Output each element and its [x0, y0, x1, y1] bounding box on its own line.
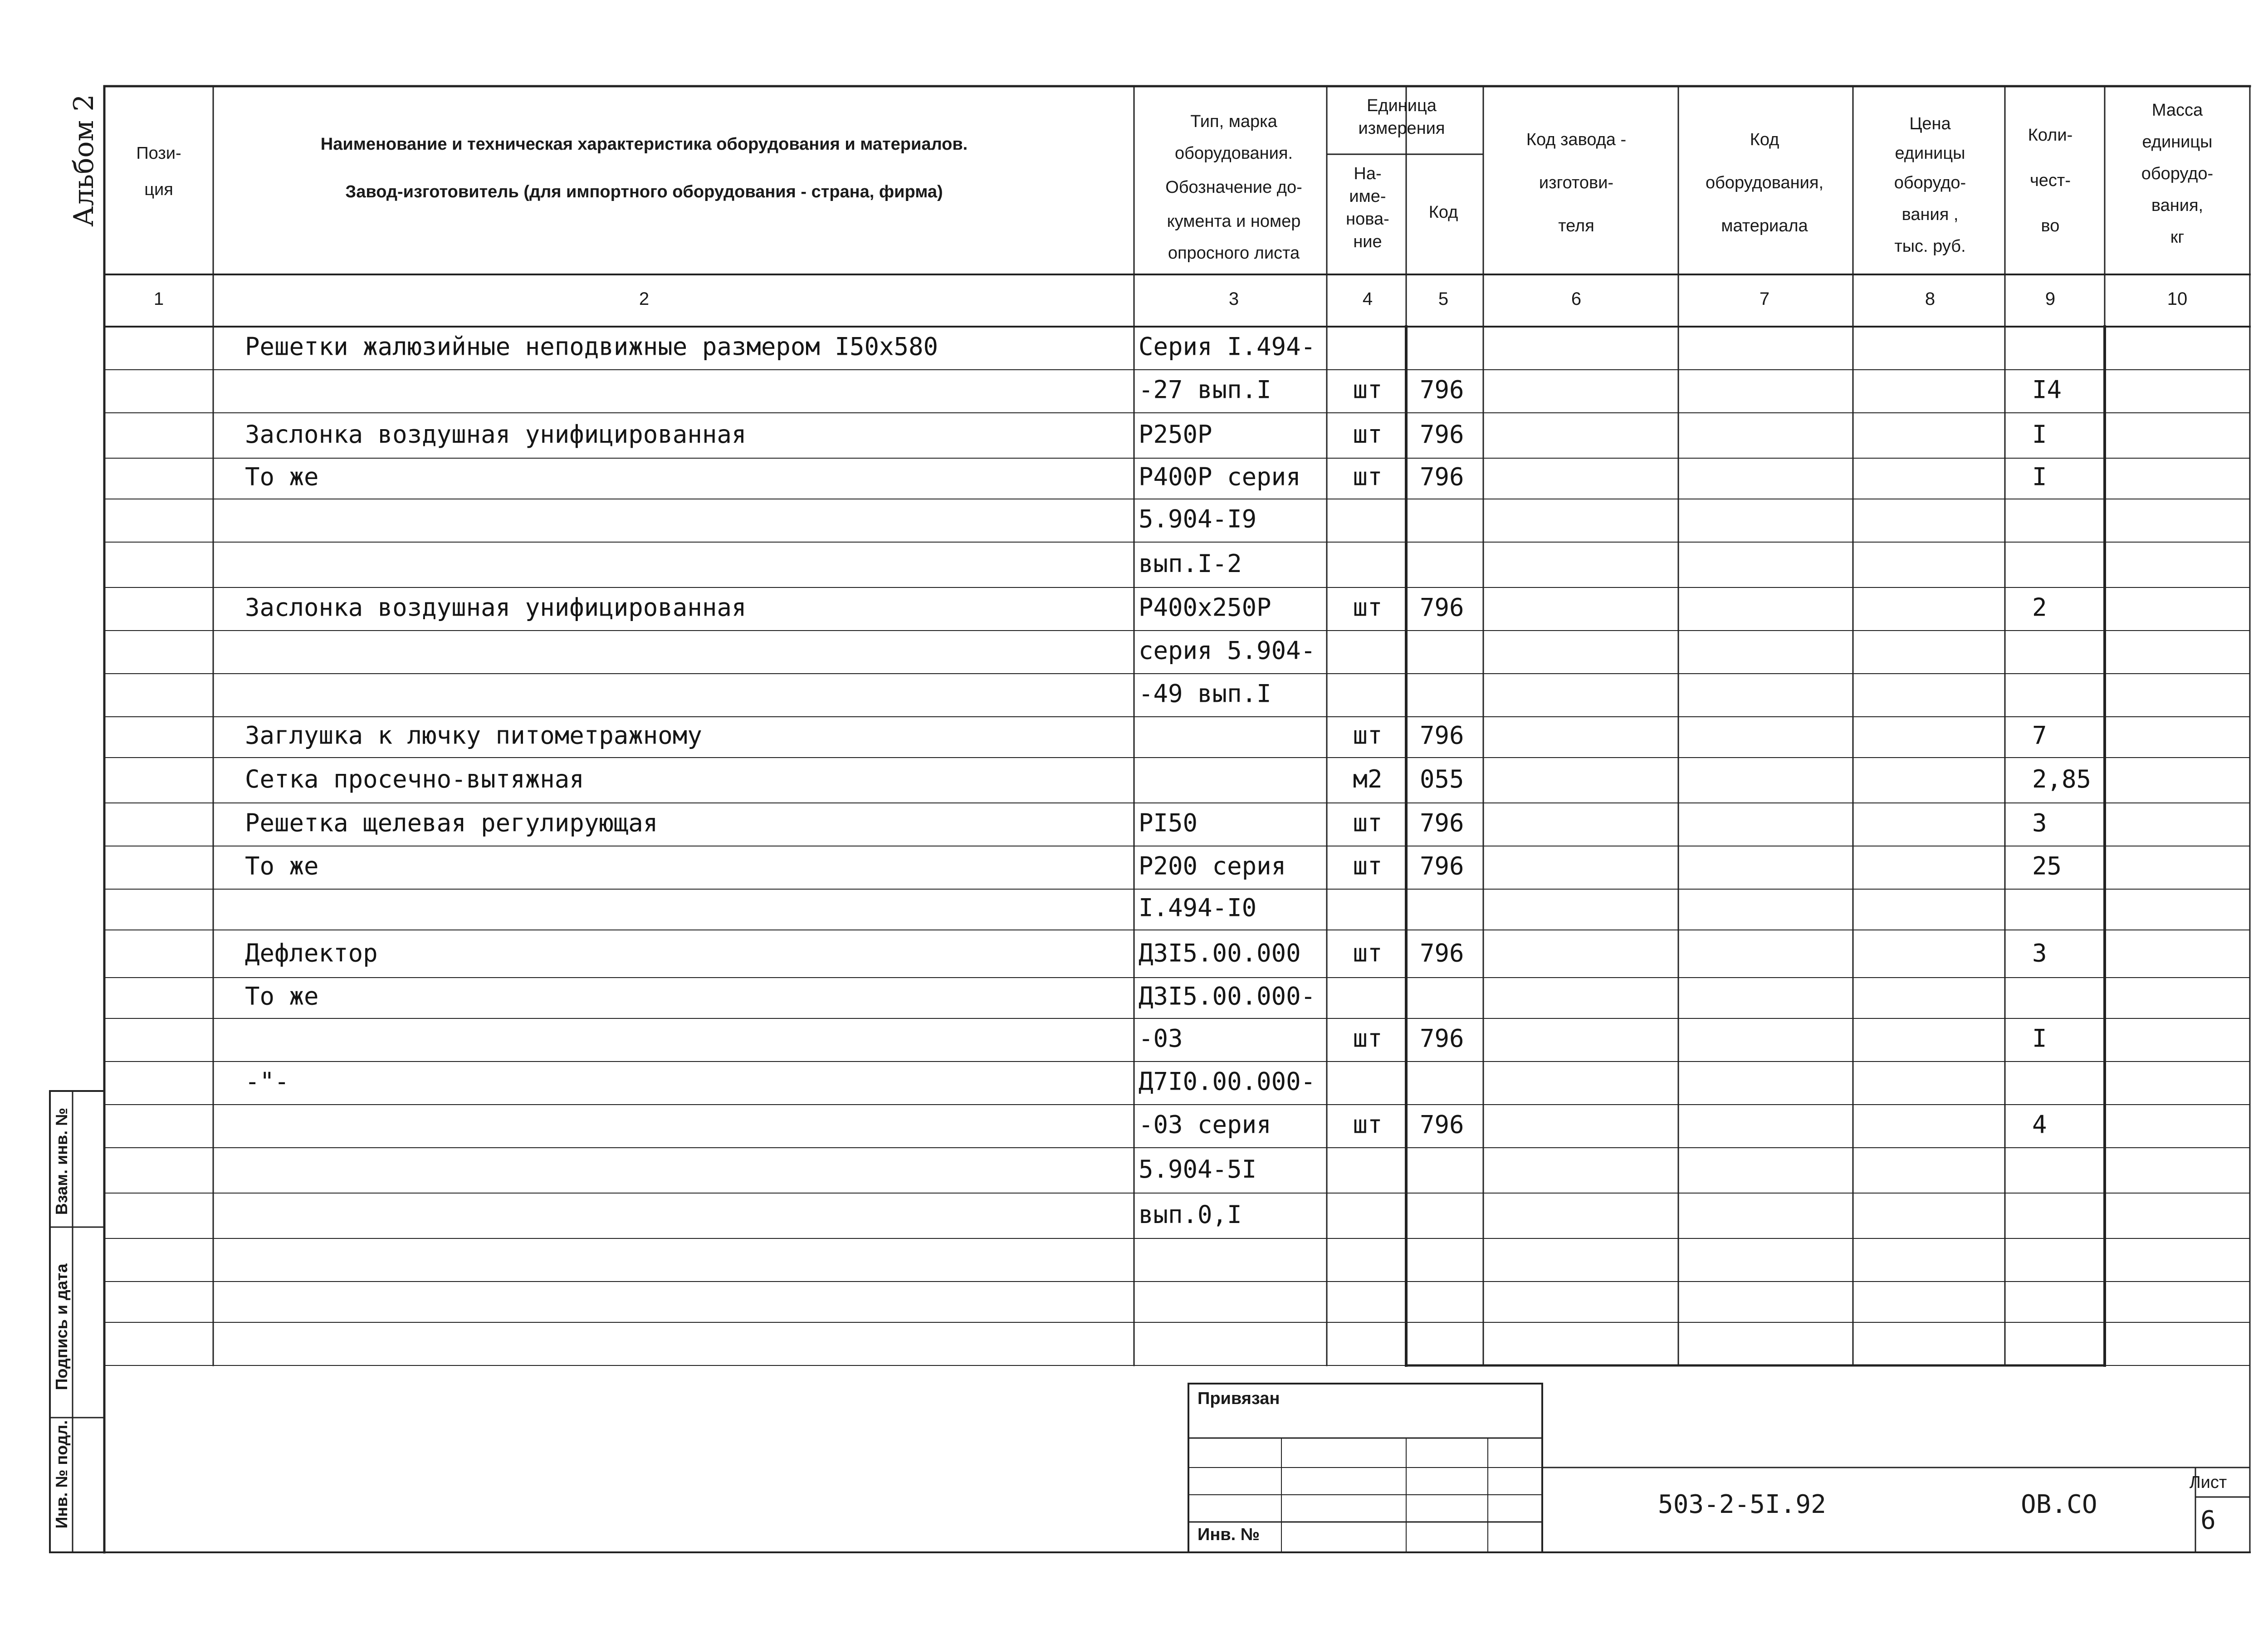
svg-text:во: во: [2041, 216, 2060, 235]
svg-text:вания,: вания,: [2151, 196, 2204, 215]
svg-text:7: 7: [1759, 289, 1770, 309]
table-row: [245, 593, 2047, 622]
table-row: [1139, 636, 1315, 665]
svg-text:чест-: чест-: [2030, 171, 2071, 190]
svg-text:тыс. руб.: тыс. руб.: [1894, 237, 1966, 256]
table-row: [245, 721, 2047, 749]
row-unit: шт: [1353, 420, 1383, 449]
table-row: [1139, 549, 1242, 578]
svg-text:5: 5: [1438, 289, 1449, 309]
row-type: 5.904-5I: [1139, 1155, 1257, 1184]
svg-text:единицы: единицы: [2142, 132, 2213, 152]
row-code: 796: [1420, 851, 1464, 881]
table-row: [245, 420, 2047, 449]
svg-text:На-: На-: [1354, 164, 1382, 183]
row-code: 055: [1420, 765, 1464, 793]
header-position: [136, 144, 181, 199]
svg-text:Масса: Масса: [2151, 101, 2203, 120]
row-quantity: I: [2032, 420, 2047, 449]
row-unit: шт: [1353, 808, 1383, 837]
row-type: вып.I-2: [1139, 549, 1242, 578]
svg-text:Завод-изготовитель (для импор: Завод-изготовитель (для импортного оборудования - страна, фирма): [345, 182, 943, 201]
row-name: То же: [245, 982, 319, 1011]
side-stamp-replaced-inv: Взам. инв. №: [52, 1107, 71, 1215]
album-label: Альбом 2: [68, 94, 100, 227]
svg-text:Единица: Единица: [1367, 96, 1437, 115]
row-unit: шт: [1353, 462, 1383, 491]
table-row: [1139, 1155, 1256, 1184]
header-unit-group: [1359, 96, 1445, 138]
svg-text:3: 3: [1228, 289, 1239, 309]
row-type: вып.0,I: [1139, 1200, 1242, 1229]
header-unit-name: [1346, 164, 1389, 251]
svg-text:Обозначение до-: Обозначение до-: [1165, 178, 1302, 197]
svg-text:вания ,: вания ,: [1901, 205, 1959, 224]
table-row: [245, 1067, 1315, 1096]
row-quantity: 2: [2032, 593, 2047, 622]
row-quantity: 25: [2032, 851, 2062, 881]
row-type: -27 вып.I: [1139, 375, 1271, 404]
table-row: [1139, 1200, 1242, 1229]
inventory-label: Инв. №: [1198, 1525, 1260, 1544]
row-code: 796: [1420, 1110, 1464, 1139]
row-name: То же: [245, 851, 319, 881]
section-code: OB.CO: [2021, 1490, 2097, 1519]
side-stamp-original-inv: Инв. № подл.: [52, 1420, 71, 1529]
row-name: Заслонка воздушная унифицированная: [245, 420, 747, 449]
row-type: -03 серия: [1139, 1110, 1271, 1139]
header-price: [1894, 114, 1966, 256]
header-type: [1165, 112, 1302, 263]
row-quantity: 3: [2032, 939, 2047, 968]
table-body: [245, 333, 2091, 1229]
row-quantity: 3: [2032, 808, 2047, 837]
row-unit: шт: [1353, 721, 1383, 750]
table-row: [1139, 1024, 2047, 1053]
header-name: [321, 135, 968, 201]
row-type: Д7I0.00.000-: [1139, 1067, 1316, 1096]
table-row: [1139, 680, 1271, 708]
row-code: 796: [1420, 375, 1464, 404]
linked-label: Привязан: [1198, 1389, 1280, 1408]
svg-text:кг: кг: [2170, 228, 2185, 247]
svg-text:оборудо-: оборудо-: [2141, 164, 2214, 183]
svg-text:опросного листа: опросного листа: [1168, 244, 1300, 263]
row-name: Сетка просечно-вытяжная: [245, 765, 584, 793]
row-type: I.494-I0: [1139, 893, 1257, 922]
table-row: [245, 333, 1315, 361]
row-code: 796: [1420, 721, 1464, 750]
row-name: Заглушка к лючку питометражному: [245, 721, 702, 750]
row-name: Решетки жалюзийные неподвижные размером I50x580: [245, 332, 938, 361]
title-block: [1198, 1389, 2227, 1544]
row-type: PI50: [1139, 808, 1198, 837]
svg-text:оборудования.: оборудования.: [1174, 144, 1293, 163]
svg-text:ние: ние: [1353, 232, 1382, 251]
svg-text:нова-: нова-: [1346, 210, 1389, 229]
table-row: [1139, 1111, 2047, 1139]
table-row: [1139, 505, 1256, 533]
svg-text:4: 4: [1362, 289, 1373, 309]
svg-text:изготови-: изготови-: [1539, 173, 1614, 192]
svg-text:име-: име-: [1349, 187, 1386, 206]
svg-text:ция: ция: [144, 180, 173, 199]
row-name: То же: [245, 462, 319, 491]
svg-text:Пози-: Пози-: [136, 144, 181, 163]
row-name: Решетка щелевая регулирующая: [245, 808, 658, 837]
row-type: Серия I.494-: [1139, 332, 1316, 361]
row-code: 796: [1420, 420, 1464, 449]
document-code: 503-2-5I.92: [1658, 1490, 1826, 1519]
row-type: 5.904-I9: [1139, 504, 1257, 533]
row-type: ДЗI5.00.000-: [1139, 982, 1316, 1011]
row-quantity: 4: [2032, 1110, 2047, 1139]
row-quantity: 7: [2032, 721, 2047, 750]
row-name: Дефлектор: [245, 939, 378, 968]
svg-text:материала: материала: [1721, 216, 1808, 235]
row-unit: шт: [1353, 851, 1383, 881]
svg-text:1: 1: [153, 289, 164, 309]
svg-text:Цена: Цена: [1909, 114, 1951, 133]
table-row: [245, 852, 2062, 881]
row-quantity: 2,85: [2032, 765, 2092, 793]
row-code: 796: [1420, 1024, 1464, 1053]
row-code: 796: [1420, 808, 1464, 837]
svg-text:Код: Код: [1750, 130, 1779, 149]
row-type: -49 вып.I: [1139, 679, 1271, 708]
svg-text:Коли-: Коли-: [2028, 126, 2073, 145]
row-code: 796: [1420, 939, 1464, 968]
row-type: P200 серия: [1139, 851, 1286, 881]
row-unit: шт: [1353, 375, 1383, 404]
row-type: серия 5.904-: [1139, 636, 1316, 665]
table-row: [245, 462, 2047, 491]
table-row: [1139, 376, 2062, 404]
svg-text:Тип, марка: Тип, марка: [1190, 112, 1277, 131]
row-unit: м2: [1353, 765, 1383, 793]
row-type: -03: [1139, 1024, 1183, 1053]
row-quantity: I: [2032, 462, 2047, 491]
sheet-number: 6: [2200, 1506, 2216, 1535]
svg-text:оборудования,: оборудования,: [1705, 173, 1824, 192]
svg-text:Наименование и техническая хар: Наименование и техническая характеристика оборудования и материалов.: [320, 135, 968, 154]
header-equipment-code: [1706, 130, 1823, 235]
row-type: P400x250P: [1139, 593, 1271, 622]
header-factory-code: [1526, 130, 1626, 235]
svg-text:9: 9: [2045, 289, 2056, 309]
row-unit: шт: [1353, 939, 1383, 968]
row-unit: шт: [1353, 1024, 1383, 1053]
header-quantity: [2028, 126, 2073, 235]
row-type: ДЗI5.00.000: [1139, 939, 1301, 968]
table-row: [245, 939, 2047, 967]
row-code: 796: [1420, 462, 1464, 491]
row-type: P250P: [1139, 420, 1212, 449]
row-type: P400P серия: [1139, 462, 1301, 491]
row-quantity: I4: [2032, 375, 2062, 404]
sheet-label: Лист: [2189, 1473, 2227, 1492]
svg-text:8: 8: [1925, 289, 1936, 309]
side-stamp-signature-date: Подпись и дата: [52, 1263, 71, 1390]
table-row: [1139, 893, 1256, 922]
svg-text:10: 10: [2167, 289, 2188, 309]
table-row: [245, 982, 1315, 1010]
header-mass: [2141, 101, 2213, 247]
table-header: [136, 96, 2213, 263]
svg-text:Код завода -: Код завода -: [1526, 130, 1627, 149]
row-unit: шт: [1353, 593, 1383, 622]
table-row: [245, 765, 2091, 793]
svg-text:единицы: единицы: [1895, 144, 1965, 163]
svg-text:2: 2: [639, 289, 650, 309]
svg-text:кумента и номер: кумента и номер: [1167, 212, 1301, 231]
header-unit-code: Код: [1428, 203, 1458, 222]
svg-text:измерения: измерения: [1358, 119, 1445, 138]
row-quantity: I: [2032, 1024, 2047, 1053]
svg-text:оборудо-: оборудо-: [1894, 173, 1966, 192]
row-code: 796: [1420, 593, 1464, 622]
side-stamps: [52, 1108, 71, 1529]
table-row: [245, 809, 2047, 837]
svg-text:6: 6: [1571, 289, 1582, 309]
svg-text:теля: теля: [1558, 216, 1594, 235]
row-name: Заслонка воздушная унифицированная: [245, 593, 747, 622]
row-unit: шт: [1353, 1110, 1383, 1139]
column-numbers: [154, 289, 2187, 309]
row-name: -"-: [245, 1067, 289, 1096]
